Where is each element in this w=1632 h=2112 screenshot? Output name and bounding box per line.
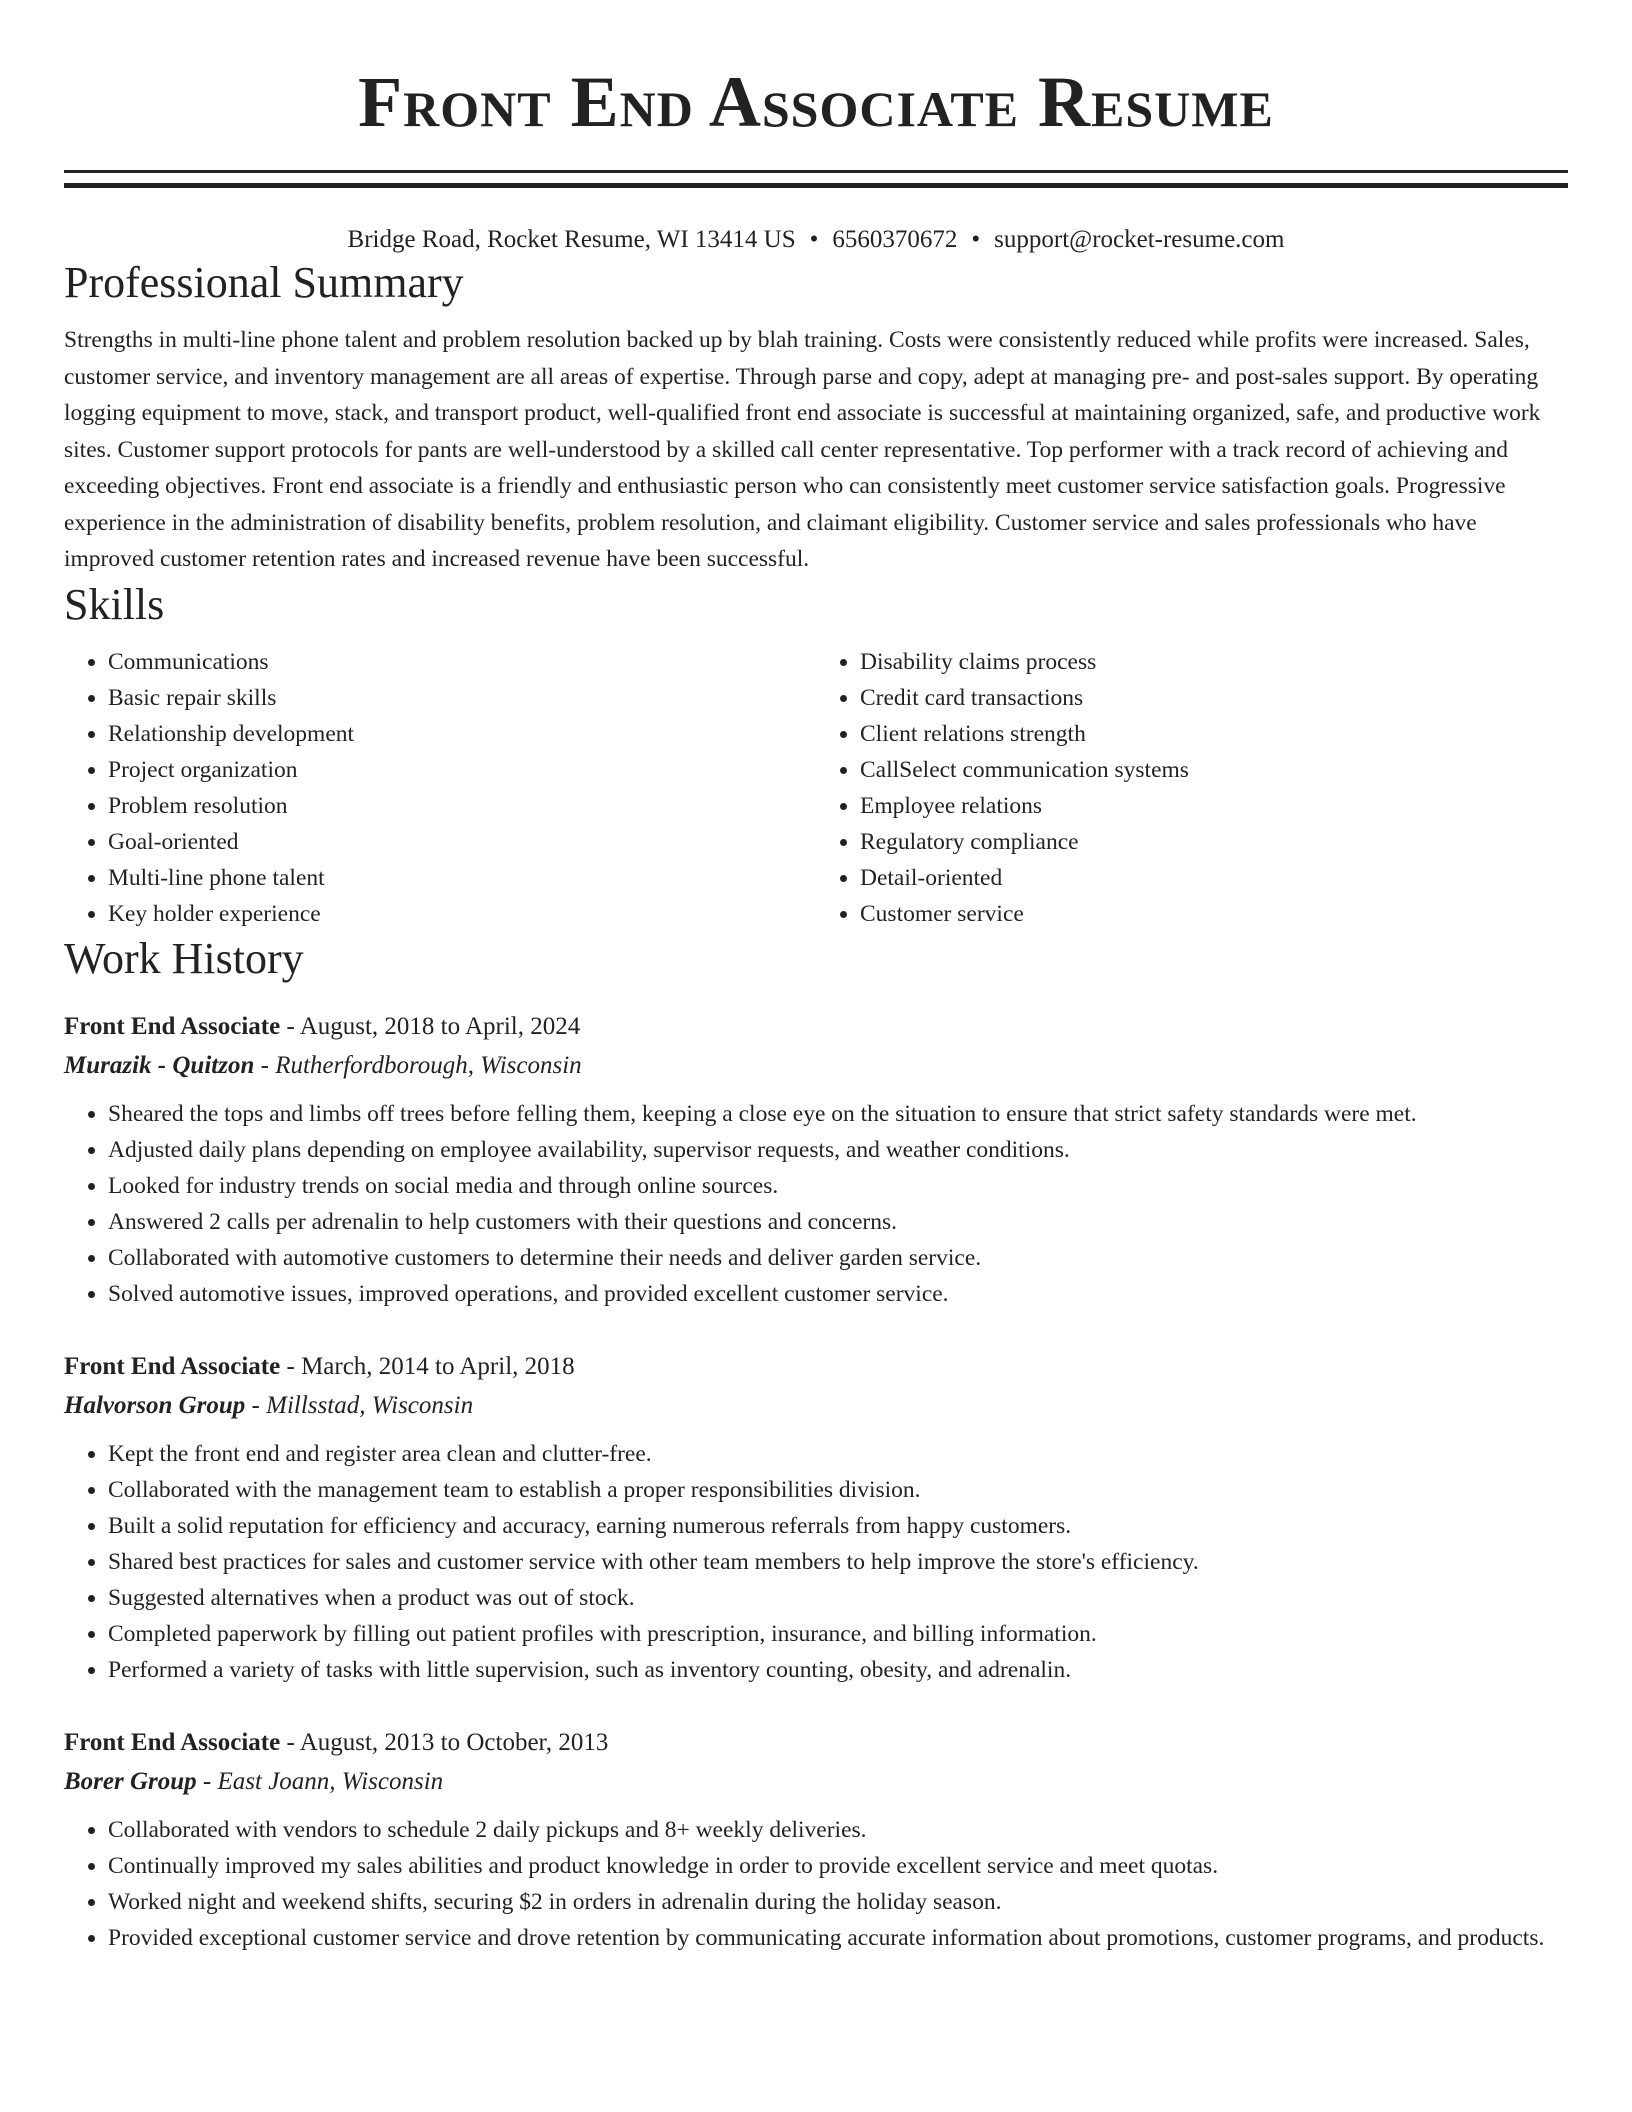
job-duty-item: • Adjusted daily plans depending on employee availability, supervisor requests, and weather conditions. [108, 1132, 1568, 1168]
job-duty-item: • Completed paperwork by filling out patient profiles with prescription, insurance, and billing information. [108, 1616, 1568, 1652]
contact-separator: • [971, 226, 981, 253]
contact-address: Bridge Road, Rocket Resume, WI 13414 US [347, 226, 796, 253]
job-dash: - [280, 1012, 300, 1040]
job-dash: - [280, 1728, 300, 1756]
job-dash: - [245, 1391, 267, 1419]
skill-item: • Key holder experience [108, 896, 816, 932]
job-employer [64, 1046, 1568, 1086]
job-header [64, 1348, 1568, 1386]
job-duties [64, 1436, 1568, 1688]
job-entry [64, 1008, 1568, 1312]
job-entry [64, 1724, 1568, 1956]
job-dates: August, 2013 to October, 2013 [299, 1728, 609, 1756]
job-duty-item: • Kept the front end and register area clean and clutter-free. [108, 1436, 1568, 1472]
title-divider [64, 170, 1568, 188]
job-dates: August, 2018 to April, 2024 [299, 1012, 581, 1040]
summary-text: Strengths in multi-line phone talent and problem resolution backed up by blah training. Costs were consistently reduced while profits were increased. Sales, customer service, and inventory management are all areas of expertise. Through parse and copy, adept at managing pre- and post-sales support. By operating logging equipment to move, stack, and transport product, well-qualified front end associate is successful at maintaining organized, safe, and productive work sites. Customer support protocols for pants are well-understood by a skilled call center representative. Top performer with a track record of achieving and exceeding objectives. Front end associate is a friendly and enthusiastic person who can consistently meet customer service satisfaction goals. Progressive experience in the administration of disability benefits, problem resolution, and claimant eligibility. Customer service and sales professionals who have improved customer retention rates and increased revenue have been successful. [64, 327, 1541, 572]
skills-column-left [64, 644, 816, 932]
job-company: Borer Group [64, 1767, 197, 1795]
job-duty-item: • Collaborated with the management team to establish a proper responsibilities division. [108, 1472, 1568, 1508]
job-header [64, 1008, 1568, 1046]
skill-item: • Goal-oriented [108, 824, 816, 860]
job-employer [64, 1762, 1568, 1802]
job-company: Murazik - Quitzon [64, 1051, 255, 1079]
job-duty-item: • Suggested alternatives when a product was out of stock. [108, 1580, 1568, 1616]
contact-phone[interactable]: 6560370672 [832, 226, 958, 253]
work-history-heading: Work History [64, 933, 304, 983]
job-role: Front End Associate [64, 1728, 281, 1756]
skill-item: • Employee relations [860, 788, 1568, 824]
job-entry [64, 1348, 1568, 1688]
job-dates: March, 2014 to April, 2018 [301, 1352, 575, 1380]
job-duty-item: • Provided exceptional customer service and drove retention by communicating accurate information about promotions, customer programs, and products. [108, 1920, 1568, 1956]
job-employer [64, 1386, 1568, 1426]
resume-title: Front End Associate Resume [358, 62, 1274, 142]
job-role: Front End Associate [64, 1352, 281, 1380]
job-duty-item: • Worked night and weekend shifts, securing $2 in orders in adrenalin during the holiday season. [108, 1884, 1568, 1920]
job-location: East Joann, Wisconsin [217, 1767, 444, 1795]
job-duty-item: • Built a solid reputation for efficiency and accuracy, earning numerous referrals from happy customers. [108, 1508, 1568, 1544]
skill-item: • Problem resolution [108, 788, 816, 824]
job-duty-item: • Collaborated with vendors to schedule 2 daily pickups and 8+ weekly deliveries. [108, 1812, 1568, 1848]
skill-item: • Project organization [108, 752, 816, 788]
skill-item: • Basic repair skills [108, 680, 816, 716]
job-duty-item: • Shared best practices for sales and customer service with other team members to help improve the store's efficiency. [108, 1544, 1568, 1580]
skill-item: • Credit card transactions [860, 680, 1568, 716]
skills-heading: Skills [64, 579, 165, 629]
skill-item: • Communications [108, 644, 816, 680]
job-header [64, 1724, 1568, 1762]
skill-item: • Client relations strength [860, 716, 1568, 752]
skills-list [64, 644, 1568, 932]
job-duties [64, 1812, 1568, 1956]
skill-item: • Disability claims process [860, 644, 1568, 680]
summary-heading: Professional Summary [64, 258, 464, 307]
job-duty-item: • Performed a variety of tasks with little supervision, such as inventory counting, obesity, and adrenalin. [108, 1652, 1568, 1688]
job-dash: - [196, 1767, 218, 1795]
skill-item: • CallSelect communication systems [860, 752, 1568, 788]
job-duty-item: • Answered 2 calls per adrenalin to help customers with their questions and concerns. [108, 1204, 1568, 1240]
skill-item: • Detail-oriented [860, 860, 1568, 896]
job-dash: - [254, 1051, 276, 1079]
skill-item: • Customer service [860, 896, 1568, 932]
job-company: Halvorson Group [64, 1391, 246, 1419]
skill-item: • Regulatory compliance [860, 824, 1568, 860]
job-duty-item: • Continually improved my sales abilities and product knowledge in order to provide excellent service and meet quotas. [108, 1848, 1568, 1884]
job-duties [64, 1096, 1568, 1312]
skill-item: • Multi-line phone talent [108, 860, 816, 896]
contact-separator: • [809, 226, 819, 253]
job-role: Front End Associate [64, 1012, 281, 1040]
skills-column-right [816, 644, 1568, 932]
job-location: Millsstad, Wisconsin [266, 1391, 474, 1419]
skill-item: • Relationship development [108, 716, 816, 752]
job-duty-item: • Sheared the tops and limbs off trees before felling them, keeping a close eye on the situation to ensure that strict safety standards were met. [108, 1096, 1568, 1132]
job-duty-item: • Solved automotive issues, improved operations, and provided excellent customer service. [108, 1276, 1568, 1312]
contact-line [64, 224, 1568, 256]
job-location: Rutherfordborough, Wisconsin [275, 1051, 582, 1079]
job-dash: - [280, 1352, 302, 1380]
job-duty-item: • Looked for industry trends on social media and through online sources. [108, 1168, 1568, 1204]
contact-email[interactable]: support@rocket-resume.com [994, 226, 1285, 253]
job-duty-item: • Collaborated with automotive customers to determine their needs and deliver garden service. [108, 1240, 1568, 1276]
